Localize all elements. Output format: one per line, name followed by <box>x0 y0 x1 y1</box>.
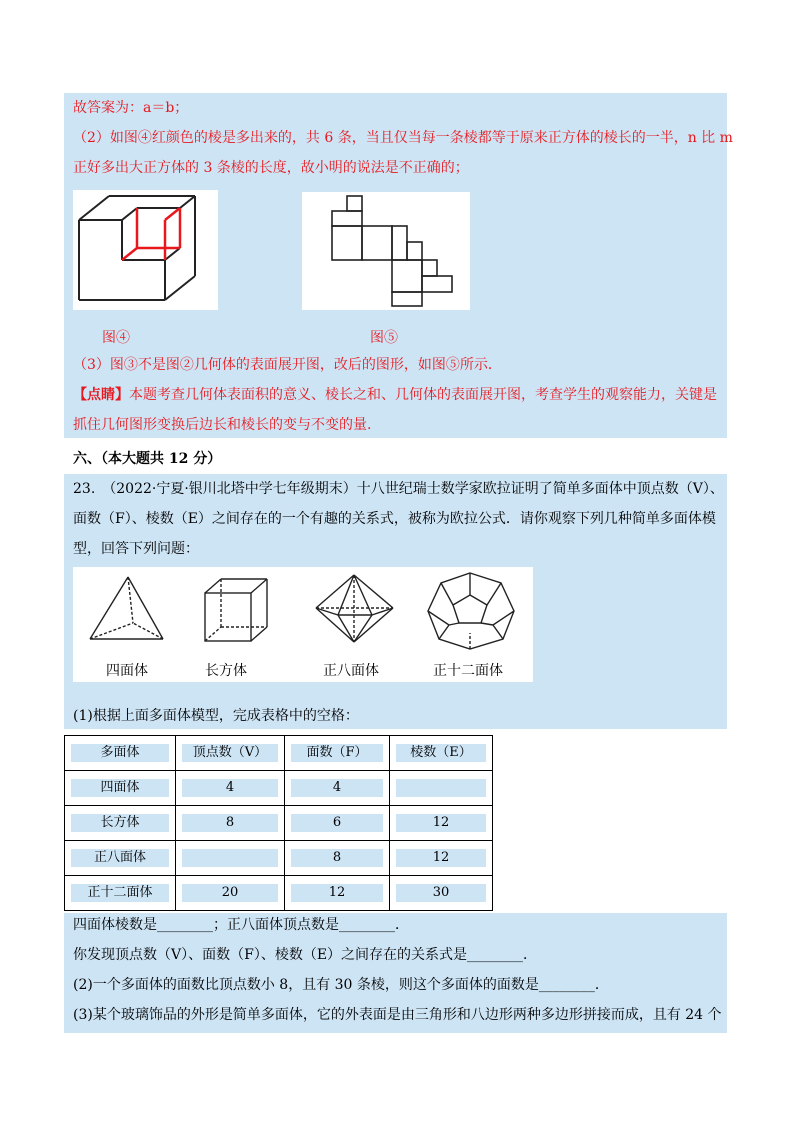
table-row <box>65 841 493 876</box>
answer-line: 故答案为：a＝b； <box>73 100 189 116</box>
table-cell: 12 <box>396 814 486 832</box>
table-header: 面数（F） <box>291 744 383 762</box>
table-cell-blank <box>182 849 278 867</box>
comment-tag: 【点睛】 <box>73 387 129 403</box>
part1-intro: (1)根据上面多面体模型，完成表格中的空格： <box>73 708 359 724</box>
poly-name-dodecahedron: 正十二面体 <box>433 663 503 679</box>
table-header: 多面体 <box>71 744 169 762</box>
q23-stem-line2: 面数（F）、棱数（E）之间存在的一个有趣的关系式，被称为欧拉公式．请你观察下列几种简单多面体模 <box>73 511 716 527</box>
figure-4 <box>73 190 218 310</box>
comment-line2: 抓住几何图形变换后边长和棱长的变与不变的量. <box>73 417 372 433</box>
polyhedra-table <box>64 735 493 911</box>
dodecahedron-icon <box>428 573 514 649</box>
net-diagram <box>302 192 470 310</box>
poly-name-octahedron: 正八面体 <box>323 663 379 679</box>
octahedron-icon <box>316 575 393 642</box>
cube-notch-diagram <box>73 190 218 310</box>
table-header-row <box>65 736 493 771</box>
table-cell: 6 <box>291 814 383 832</box>
table-cell-blank <box>396 779 486 797</box>
table-cell: 8 <box>182 814 278 832</box>
cuboid-icon <box>205 579 267 641</box>
poly-name-cuboid: 长方体 <box>205 663 247 679</box>
comment-line1 <box>73 385 717 405</box>
part3-line: （3）图③不是图②几何体的表面展开图，改后的图形，如图⑤所示． <box>73 357 502 373</box>
section-heading: 六、（本大题共 12 分） <box>73 451 222 467</box>
fig4-caption: 图④ <box>102 330 130 346</box>
table-cell: 12 <box>396 849 486 867</box>
tetrahedron-icon <box>90 577 163 639</box>
table-cell: 30 <box>396 884 486 902</box>
table-row <box>65 876 493 911</box>
part2-question: (2)一个多面体的面数比顶点数小 8，且有 30 条棱，则这个多面体的面数是________． <box>73 977 609 993</box>
table-cell: 8 <box>291 849 383 867</box>
q23-stem-line1: 23. （2022·宁夏·银川北塔中学七年级期末）十八世纪瑞士数学家欧拉证明了简单多面体中顶点数（V）、 <box>73 481 724 497</box>
table-row <box>65 771 493 806</box>
q23-stem-line3: 型，回答下列问题： <box>73 541 199 557</box>
table-cell: 20 <box>182 884 278 902</box>
table-cell: 正十二面体 <box>71 884 169 902</box>
table-cell: 四面体 <box>71 779 169 797</box>
fill-line2: 你发现顶点数（V）、面数（F）、棱数（E）之间存在的关系式是________． <box>73 947 538 963</box>
table-cell: 正八面体 <box>71 849 169 867</box>
poly-name-tetrahedron: 四面体 <box>106 663 148 679</box>
part3-question: (3)某个玻璃饰品的外形是简单多面体，它的外表面是由三角形和八边形两种多边形拼接而成，且有 24 个 <box>73 1007 722 1023</box>
table-cell: 长方体 <box>71 814 169 832</box>
table-header: 顶点数（V） <box>182 744 278 762</box>
table-cell: 4 <box>182 779 278 797</box>
part2-line2: 正好多出大正方体的 3 条棱的长度，故小明的说法是不正确的； <box>73 160 469 176</box>
comment-text: 本题考查几何体表面积的意义、棱长之和、几何体的表面展开图，考查学生的观察能力，关键是 <box>129 387 717 403</box>
table-cell: 12 <box>291 884 383 902</box>
table-cell: 4 <box>291 779 383 797</box>
figure-5 <box>302 192 470 310</box>
fig5-caption: 图⑤ <box>370 330 398 346</box>
table-row <box>65 806 493 841</box>
table-header: 棱数（E） <box>396 744 486 762</box>
fill-line1: 四面体棱数是________；正八面体顶点数是________． <box>73 917 409 933</box>
part2-line1: （2）如图④红颜色的棱是多出来的，共 6 条，当且仅当每一条棱都等于原来正方体的棱长的一半，n 比 m <box>73 130 733 146</box>
